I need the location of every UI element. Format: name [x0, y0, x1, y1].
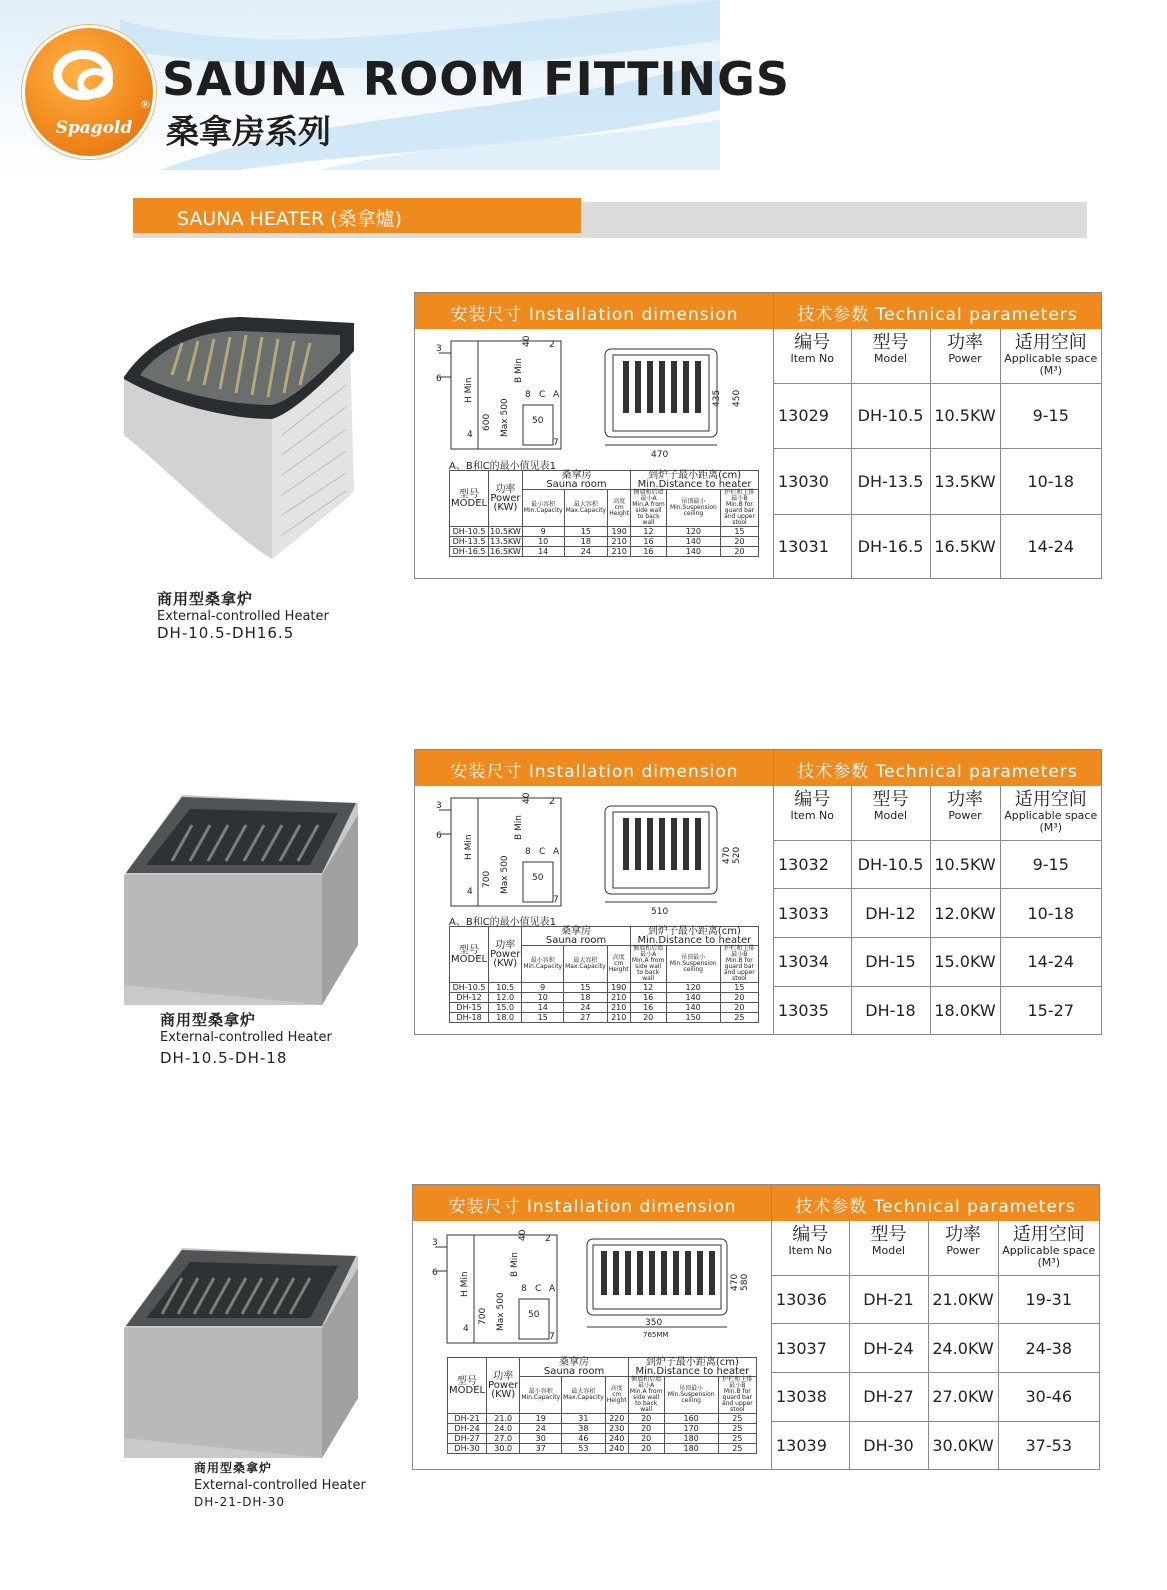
install-note: A、B和C的最小值见表1	[449, 917, 557, 928]
dwg-label-max: Max 500	[500, 855, 510, 894]
dwg-label-bmin: B Min	[514, 357, 524, 383]
spec-block-1	[414, 292, 1102, 579]
caption-cn: 商用型桑拿炉	[160, 1011, 257, 1029]
dwg-label-700: 700	[482, 870, 492, 888]
caption-model: DH-21-DH-30	[194, 1495, 286, 1509]
install-header: 安装尺寸 Installation dimension	[415, 293, 774, 329]
dwg-width: 470	[651, 450, 669, 460]
dwg-height-1: 470	[730, 1273, 740, 1291]
tech-header: 技术参数 Technical parameters	[772, 1185, 1099, 1221]
dwg-height-2: 580	[740, 1273, 750, 1291]
table-row: 13030 DH-13.5 13.5KW 10-18	[774, 449, 1101, 515]
dwg-width: 350	[645, 1318, 663, 1328]
dwg-label-a: A	[549, 1284, 556, 1294]
table-row: 13029 DH-10.5 10.5KW 9-15	[774, 383, 1101, 449]
mini-row: DH-18 18.0 15 27 210 20 150 25	[450, 1013, 759, 1023]
dwg-label-7: 7	[553, 895, 559, 905]
dwg-label-7: 7	[553, 438, 559, 448]
dwg-label-6: 6	[432, 1268, 438, 1278]
caption-model: DH-10.5-DH16.5	[157, 624, 295, 642]
mini-row: DH-21 21.0 19 31 220 20 160 25	[448, 1414, 757, 1424]
dwg-label-40: 40	[522, 792, 532, 804]
dwg-label-7: 7	[549, 1332, 555, 1342]
dwg-label-2: 2	[549, 797, 555, 807]
install-note: A、B和C的最小值见表1	[449, 461, 557, 472]
dwg-label-600: 600	[482, 413, 492, 431]
mini-row: DH-10.5 10.5KW 9 15 190 12 120 15	[450, 527, 759, 537]
heater-image-3	[122, 1248, 362, 1460]
mini-row: DH-27 27.0 30 46 240 20 180 25	[448, 1434, 757, 1444]
page-title: SAUNA ROOM FITTINGS	[162, 52, 791, 106]
dwg-label-4: 4	[467, 430, 473, 440]
table-row: 13034 DH-15 15.0KW 14-24	[774, 938, 1101, 987]
tech-table: 编号 Item No 型号 Model 功率 Power 适用空间 Applicable space (M³) 13036 DH-21 21.0KW 19-31 13037 DH-24 24.0KW 24-38 13038 DH-27 27.0KW 30-46 13039 DH-30 30.0KW 37-53	[772, 1221, 1099, 1469]
mini-row: DH-30 30.0 37 53 240 20 180 25	[448, 1444, 757, 1454]
dwg-width-2: 765MM	[643, 1331, 669, 1339]
dwg-height-1: 470	[722, 846, 732, 864]
page-title-cn: 桑拿房系列	[166, 112, 331, 151]
tech-header: 技术参数 Technical parameters	[774, 293, 1101, 329]
section-title: SAUNA HEATER (桑拿爐)	[133, 198, 581, 233]
table-row: 13031 DH-16.5 16.5KW 14-24	[774, 514, 1101, 578]
install-mini-table: 型号 MODEL 功率 Power (KW) 桑拿房 Sauna room 到炉子最小距离(cm) Min.Distance to heater 最小容积 Min.Capacity 最大容积 Max.Capacity 高度cm Height 侧墙和后墙最小A Min.A from side wall to back wall 吊顶最小 Min.Suspension ceiling 护栏和上排最小B Min.B for guard bar and upper stool DH-10.5 10.5 9 15 190 12 120 15 DH-12 12.0 10 18 210 16 140 20 DH-15 15.0 14 24 210 16 140 20 DH-18 18.0 15 27 210 20 150 25	[449, 926, 759, 1023]
dwg-label-4: 4	[467, 887, 473, 897]
dwg-label-c: C	[539, 390, 546, 400]
dwg-label-40: 40	[522, 335, 532, 347]
dwg-label-max: Max 500	[496, 1292, 506, 1331]
dwg-label-hmin: H Min	[464, 834, 474, 860]
installation-drawing	[433, 790, 763, 920]
dwg-label-8: 8	[525, 390, 531, 400]
product-caption-2	[160, 1012, 332, 1067]
dwg-label-700: 700	[478, 1307, 488, 1325]
install-mini-table: 型号 MODEL 功率 Power (KW) 桑拿房 Sauna room 到炉子最小距离(cm) Min.Distance to heater 最小容积 Min.Capacity 最大容积 Max.Capacity 高度cm Height 侧墙和后墙最小A Min.A from side wall to back wall 吊顶最小 Min.Suspension ceiling 护栏和上排最小B Min.B for guard bar and upper stool DH-10.5 10.5KW 9 15 190 12 120 15 DH-13.5 13.5KW 10 18 210 16 140 20 DH-16.5 16.5KW 14 24 210 16 140 20	[449, 470, 759, 557]
table-row: 13038 DH-27 27.0KW 30-46	[772, 1373, 1099, 1422]
install-mini-table: 型号 MODEL 功率 Power (KW) 桑拿房 Sauna room 到炉子最小距离(cm) Min.Distance to heater 最小容积 Min.Capacity 最大容积 Max.Capacity 高度cm Height 侧墙和后墙最小A Min.A from side wall to back wall 吊顶最小 Min.Suspension ceiling 护栏和上排最小B Min.B for guard bar and upper stool DH-21 21.0 19 31 220 20 160 25 DH-24 24.0 24 38 230 20 170 25 DH-27 27.0 30 46 240 20 180 25 DH-30 30.0 37 53 240 20 180 25	[447, 1357, 757, 1454]
install-header: 安装尺寸 Installation dimension	[413, 1185, 772, 1221]
dwg-height-1: 435	[712, 389, 722, 407]
dwg-label-50: 50	[532, 873, 544, 883]
dwg-width: 510	[651, 907, 669, 917]
dwg-label-bmin: B Min	[514, 814, 524, 840]
dwg-label-6: 6	[436, 831, 442, 841]
spagold-logo: Spagold ®	[22, 25, 156, 159]
table-row: 13032 DH-10.5 10.5KW 9-15	[774, 840, 1101, 889]
dwg-label-hmin: H Min	[464, 377, 474, 403]
caption-en: External-controlled Heater	[194, 1478, 366, 1493]
dwg-label-40: 40	[518, 1229, 528, 1241]
table-row: 13039 DH-30 30.0KW 37-53	[772, 1421, 1099, 1469]
dwg-label-8: 8	[521, 1284, 527, 1294]
table-row: 13033 DH-12 12.0KW 10-18	[774, 889, 1101, 938]
product-caption-3	[194, 1460, 366, 1511]
tech-header: 技术参数 Technical parameters	[774, 750, 1101, 786]
dwg-label-3: 3	[436, 344, 442, 354]
installation-drawing	[431, 1227, 761, 1353]
product-caption-1	[157, 591, 329, 642]
dwg-label-max: Max 500	[500, 398, 510, 437]
dwg-label-4: 4	[463, 1324, 469, 1334]
dwg-label-a: A	[553, 390, 560, 400]
heater-image-1	[122, 315, 362, 567]
heater-image-2	[122, 795, 362, 1007]
mini-row: DH-16.5 16.5KW 14 24 210 16 140 20	[450, 547, 759, 557]
spec-block-3	[412, 1184, 1100, 1470]
dwg-label-3: 3	[436, 801, 442, 811]
dwg-label-bmin: B Min	[510, 1251, 520, 1277]
spec-block-2	[414, 749, 1102, 1035]
mini-row: DH-24 24.0 24 38 230 20 170 25	[448, 1424, 757, 1434]
dwg-label-c: C	[535, 1284, 542, 1294]
install-header: 安装尺寸 Installation dimension	[415, 750, 774, 786]
dwg-label-c: C	[539, 847, 546, 857]
dwg-label-50: 50	[532, 416, 544, 426]
dwg-label-50: 50	[528, 1310, 540, 1320]
tech-table: 编号 Item No 型号 Model 功率 Power 适用空间 Applicable space (M³) 13032 DH-10.5 10.5KW 9-15 13033 DH-12 12.0KW 10-18 13034 DH-15 15.0KW 14-24 13035 DH-18 18.0KW 15-27	[774, 786, 1101, 1034]
caption-en: External-controlled Heater	[160, 1030, 332, 1045]
table-row: 13037 DH-24 24.0KW 24-38	[772, 1324, 1099, 1373]
dwg-label-8: 8	[525, 847, 531, 857]
dwg-label-2: 2	[545, 1234, 551, 1244]
dwg-height-2: 450	[732, 389, 742, 407]
tech-table: 编号 Item No 型号 Model 功率 Power 适用空间 Applicable space (M³) 13029 DH-10.5 10.5KW 9-15 13030 DH-13.5 13.5KW 10-18 13031 DH-16.5 16.5KW 14-24	[774, 329, 1101, 578]
caption-cn: 商用型桑拿炉	[157, 590, 254, 608]
dwg-label-2: 2	[549, 340, 555, 350]
dwg-label-hmin: H Min	[460, 1271, 470, 1297]
mini-row: DH-15 15.0 14 24 210 16 140 20	[450, 1003, 759, 1013]
dwg-label-3: 3	[432, 1238, 438, 1248]
table-row: 13035 DH-18 18.0KW 15-27	[774, 986, 1101, 1034]
mini-row: DH-10.5 10.5 9 15 190 12 120 15	[450, 983, 759, 993]
installation-drawing	[433, 333, 763, 463]
caption-en: External-controlled Heater	[157, 609, 329, 624]
table-row: 13036 DH-21 21.0KW 19-31	[772, 1275, 1099, 1324]
dwg-label-6: 6	[436, 374, 442, 384]
caption-model: DH-10.5-DH-18	[160, 1049, 288, 1067]
mini-row: DH-13.5 13.5KW 10 18 210 16 140 20	[450, 537, 759, 547]
mini-row: DH-12 12.0 10 18 210 16 140 20	[450, 993, 759, 1003]
dwg-height-2: 520	[732, 846, 742, 864]
dwg-label-a: A	[553, 847, 560, 857]
caption-cn: 商用型桑拿炉	[194, 1461, 273, 1475]
